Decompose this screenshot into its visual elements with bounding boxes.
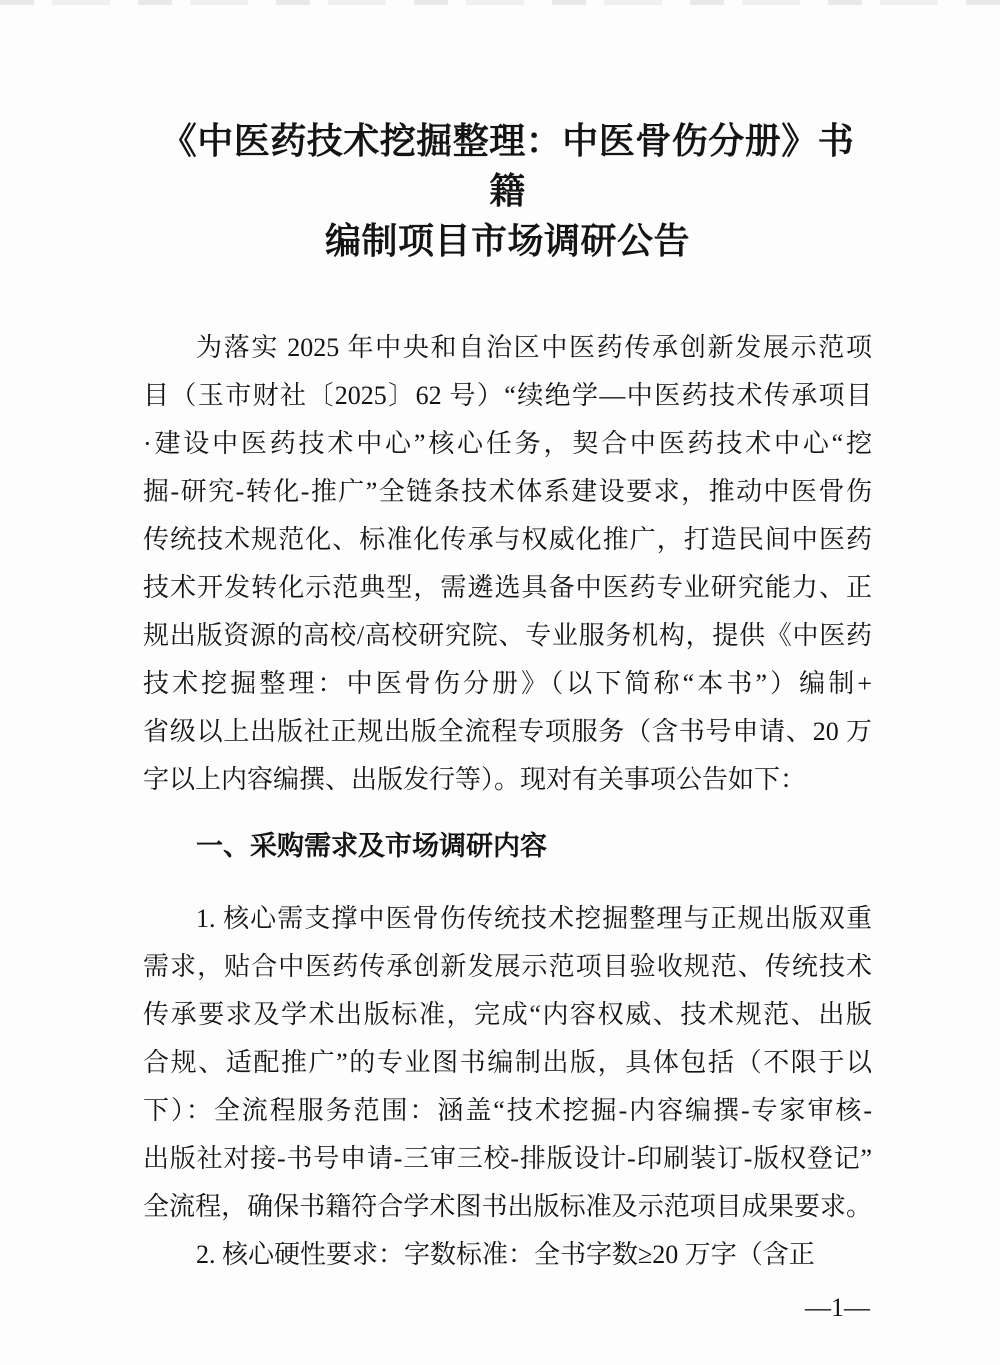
intro-paragraph bbox=[143, 324, 872, 804]
paragraph-line: 1. 核心需支撑中医骨伤传统技术挖掘整理与正规出版双重 bbox=[196, 904, 872, 933]
paragraph-line: 规出版资源的高校/高校研究院、专业服务机构，提供《中医药 bbox=[143, 621, 872, 650]
paragraph-line: 出版社对接-书号申请-三审三校-排版设计-印刷装订-版权登记” bbox=[143, 1144, 872, 1173]
page-number: —1— bbox=[805, 1293, 870, 1322]
item-1-paragraph bbox=[143, 895, 872, 1279]
paragraph-line: 技术开发转化示范典型，需遴选具备中医药专业研究能力、正 bbox=[143, 573, 872, 602]
paragraph-line: ·建设中医药技术中心”核心任务，契合中医药技术中心“挖 bbox=[143, 429, 872, 458]
paragraph-line: 字以上内容编撰、出版发行等）。现对有关事项公告如下： bbox=[143, 765, 807, 794]
section-heading: 一、采购需求及市场调研内容 bbox=[196, 831, 547, 861]
scan-artifact bbox=[0, 0, 1000, 5]
document-title-line-1: 《中医药技术挖掘整理：中医骨伤分册》书籍 bbox=[160, 121, 855, 211]
paragraph-line: 下）：全流程服务范围：涵盖“技术挖掘-内容编撰-专家审核- bbox=[143, 1096, 872, 1125]
paragraph-line: 为落实 2025 年中央和自治区中医药传承创新发展示范项 bbox=[196, 333, 872, 362]
paragraph-line: 传承要求及学术出版标准，完成“内容权威、技术规范、出版 bbox=[143, 1000, 872, 1029]
paragraph-line: 目（玉市财社〔2025〕62 号）“续绝学—中医药技术传承项目 bbox=[143, 381, 872, 410]
paragraph-line: 技术挖掘整理：中医骨伤分册》（以下简称“本书”）编制+ bbox=[143, 669, 872, 698]
paragraph-line: 需求，贴合中医药传承创新发展示范项目验收规范、传统技术 bbox=[143, 952, 872, 981]
paragraph-line: 2. 核心硬性要求：字数标准：全书字数≥20 万字（含正 bbox=[196, 1240, 815, 1269]
paragraph-line: 传统技术规范化、标准化传承与权威化推广，打造民间中医药 bbox=[143, 525, 872, 554]
paragraph-line: 掘-研究-转化-推广”全链条技术体系建设要求，推动中医骨伤 bbox=[143, 477, 872, 506]
document-content bbox=[0, 116, 1000, 1323]
document-title bbox=[143, 116, 872, 266]
paragraph-line: 合规、适配推广”的专业图书编制出版，具体包括（不限于以 bbox=[143, 1048, 872, 1077]
document-title-line-2: 编制项目市场调研公告 bbox=[324, 221, 690, 261]
paragraph-line: 省级以上出版社正规出版全流程专项服务（含书号申请、20 万 bbox=[143, 717, 872, 746]
paragraph-line: 全流程，确保书籍符合学术图书出版标准及示范项目成果要求。 bbox=[143, 1192, 872, 1221]
